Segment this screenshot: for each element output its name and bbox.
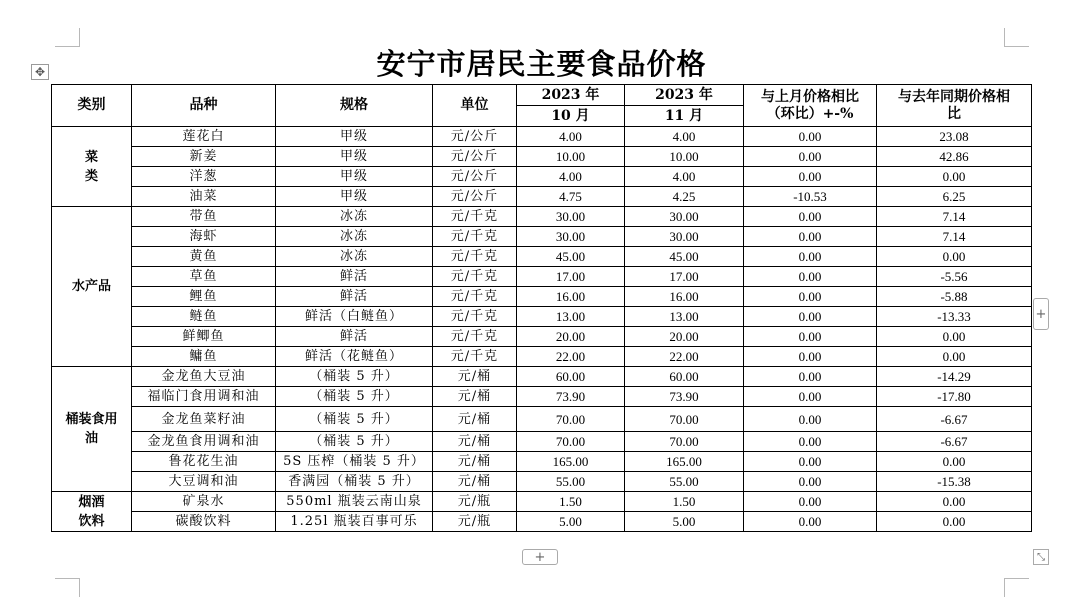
mom-cell: 0.00 xyxy=(744,147,877,167)
mom-cell: 0.00 xyxy=(744,127,877,147)
nov-price-cell: 17.00 xyxy=(625,267,744,287)
yoy-cell: 0.00 xyxy=(877,452,1032,472)
mom-cell: 0.00 xyxy=(744,452,877,472)
add-row-button[interactable]: + xyxy=(522,549,558,565)
header-nov-month: 11 月 xyxy=(625,106,744,127)
yoy-cell: -15.38 xyxy=(877,472,1032,492)
yoy-cell: 6.25 xyxy=(877,187,1032,207)
mom-cell: 0.00 xyxy=(744,267,877,287)
yoy-cell: 7.14 xyxy=(877,207,1032,227)
oct-price-cell: 1.50 xyxy=(517,492,625,512)
variety-cell: 莲花白 xyxy=(132,127,276,147)
table-row xyxy=(52,492,1032,512)
variety-cell: 草鱼 xyxy=(132,267,276,287)
variety-cell: 黄鱼 xyxy=(132,247,276,267)
mom-cell: 0.00 xyxy=(744,227,877,247)
spec-cell: 鲜活 xyxy=(276,327,433,347)
spec-cell: 甲级 xyxy=(276,147,433,167)
nov-price-cell: 55.00 xyxy=(625,472,744,492)
nov-price-cell: 73.90 xyxy=(625,387,744,407)
header-oct-year: 2023 年 xyxy=(517,85,625,106)
page-title: 安宁市居民主要食品价格 xyxy=(376,47,707,81)
unit-cell: 元/公斤 xyxy=(433,147,517,167)
spec-cell: 冰冻 xyxy=(276,207,433,227)
unit-cell: 元/千克 xyxy=(433,287,517,307)
table-row xyxy=(52,347,1032,367)
variety-cell: 洋葱 xyxy=(132,167,276,187)
table-row xyxy=(52,472,1032,492)
nov-price-cell: 60.00 xyxy=(625,367,744,387)
spec-cell: （桶装 5 升） xyxy=(276,407,433,432)
nov-price-cell: 45.00 xyxy=(625,247,744,267)
nov-price-cell: 20.00 xyxy=(625,327,744,347)
oct-price-cell: 4.00 xyxy=(517,167,625,187)
table-row xyxy=(52,267,1032,287)
yoy-cell: 0.00 xyxy=(877,327,1032,347)
mom-cell: 0.00 xyxy=(744,347,877,367)
variety-cell: 福临门食用调和油 xyxy=(132,387,276,407)
table-row xyxy=(52,307,1032,327)
page-corner-mark-top-left xyxy=(55,28,80,47)
header-spec: 规格 xyxy=(276,85,433,127)
mom-cell: 0.00 xyxy=(744,432,877,452)
variety-cell: 带鱼 xyxy=(132,207,276,227)
yoy-cell: 42.86 xyxy=(877,147,1032,167)
oct-price-cell: 16.00 xyxy=(517,287,625,307)
oct-price-cell: 17.00 xyxy=(517,267,625,287)
table-row xyxy=(52,227,1032,247)
variety-cell: 金龙鱼食用调和油 xyxy=(132,432,276,452)
variety-cell: 海虾 xyxy=(132,227,276,247)
header-mom-line1: 与上月价格相比 xyxy=(761,88,859,105)
unit-cell: 元/千克 xyxy=(433,227,517,247)
category-cell-aquatic: 水产品 xyxy=(52,207,132,367)
yoy-cell: 23.08 xyxy=(877,127,1032,147)
table-move-handle-icon[interactable]: ✥ xyxy=(31,64,49,80)
table-row xyxy=(52,367,1032,387)
category-cell-vegetables: 菜 类 xyxy=(52,127,132,207)
nov-price-cell: 5.00 xyxy=(625,512,744,532)
unit-cell: 元/桶 xyxy=(433,367,517,387)
price-table xyxy=(51,84,1032,532)
mom-cell: 0.00 xyxy=(744,472,877,492)
header-yoy-line2: 比 xyxy=(947,105,961,122)
table-row xyxy=(52,207,1032,227)
nov-price-cell: 13.00 xyxy=(625,307,744,327)
category-cell-beverages: 烟酒 饮料 xyxy=(52,492,132,532)
spec-cell: 香满园（桶装 5 升） xyxy=(276,472,433,492)
spec-cell: 鲜活 xyxy=(276,267,433,287)
table-row xyxy=(52,127,1032,147)
unit-cell: 元/瓶 xyxy=(433,492,517,512)
nov-price-cell: 70.00 xyxy=(625,407,744,432)
unit-cell: 元/千克 xyxy=(433,247,517,267)
yoy-cell: -5.88 xyxy=(877,287,1032,307)
page-corner-mark-bottom-right xyxy=(1004,578,1029,597)
nov-price-cell: 4.00 xyxy=(625,127,744,147)
unit-cell: 元/桶 xyxy=(433,452,517,472)
variety-cell: 油菜 xyxy=(132,187,276,207)
nov-price-cell: 30.00 xyxy=(625,207,744,227)
unit-cell: 元/桶 xyxy=(433,387,517,407)
unit-cell: 元/公斤 xyxy=(433,167,517,187)
table-row xyxy=(52,387,1032,407)
table-row xyxy=(52,287,1032,307)
spec-cell: 甲级 xyxy=(276,187,433,207)
unit-cell: 元/公斤 xyxy=(433,187,517,207)
unit-cell: 元/千克 xyxy=(433,207,517,227)
table-row xyxy=(52,327,1032,347)
spec-cell: 550ml 瓶装云南山泉 xyxy=(276,492,433,512)
oct-price-cell: 4.00 xyxy=(517,127,625,147)
table-row xyxy=(52,512,1032,532)
table-resize-handle-icon[interactable]: ⤡ xyxy=(1033,549,1049,565)
table-row xyxy=(52,167,1032,187)
yoy-cell: 0.00 xyxy=(877,347,1032,367)
mom-cell: 0.00 xyxy=(744,307,877,327)
spec-cell: 冰冻 xyxy=(276,247,433,267)
oct-price-cell: 45.00 xyxy=(517,247,625,267)
spec-cell: （桶装 5 升） xyxy=(276,432,433,452)
yoy-cell: -6.67 xyxy=(877,407,1032,432)
variety-cell: 碳酸饮料 xyxy=(132,512,276,532)
header-yoy xyxy=(877,85,1032,127)
variety-cell: 鲜鲫鱼 xyxy=(132,327,276,347)
nov-price-cell: 4.00 xyxy=(625,167,744,187)
header-variety: 品种 xyxy=(132,85,276,127)
unit-cell: 元/千克 xyxy=(433,307,517,327)
mom-cell: -10.53 xyxy=(744,187,877,207)
nov-price-cell: 16.00 xyxy=(625,287,744,307)
header-yoy-line1: 与去年同期价格相 xyxy=(898,88,1010,105)
oct-price-cell: 73.90 xyxy=(517,387,625,407)
variety-cell: 鳙鱼 xyxy=(132,347,276,367)
variety-cell: 金龙鱼菜籽油 xyxy=(132,407,276,432)
variety-cell: 金龙鱼大豆油 xyxy=(132,367,276,387)
variety-cell: 鲁花花生油 xyxy=(132,452,276,472)
mom-cell: 0.00 xyxy=(744,492,877,512)
add-column-button[interactable]: + xyxy=(1033,298,1049,330)
table-row xyxy=(52,452,1032,472)
spec-cell: 甲级 xyxy=(276,127,433,147)
variety-cell: 大豆调和油 xyxy=(132,472,276,492)
table-row xyxy=(52,432,1032,452)
oct-price-cell: 70.00 xyxy=(517,432,625,452)
header-nov-year: 2023 年 xyxy=(625,85,744,106)
page-corner-mark-top-right xyxy=(1004,28,1029,47)
mom-cell: 0.00 xyxy=(744,287,877,307)
table-row xyxy=(52,187,1032,207)
unit-cell: 元/千克 xyxy=(433,347,517,367)
header-category: 类别 xyxy=(52,85,132,127)
oct-price-cell: 5.00 xyxy=(517,512,625,532)
spec-cell: 1.25l 瓶装百事可乐 xyxy=(276,512,433,532)
unit-cell: 元/瓶 xyxy=(433,512,517,532)
table-row xyxy=(52,407,1032,432)
category-cell-cooking-oil: 桶装食用 油 xyxy=(52,367,132,492)
oct-price-cell: 30.00 xyxy=(517,227,625,247)
mom-cell: 0.00 xyxy=(744,247,877,267)
header-mom-line2: （环比）+-% xyxy=(766,105,854,122)
oct-price-cell: 165.00 xyxy=(517,452,625,472)
variety-cell: 新姜 xyxy=(132,147,276,167)
spec-cell: （桶装 5 升） xyxy=(276,387,433,407)
nov-price-cell: 4.25 xyxy=(625,187,744,207)
yoy-cell: 0.00 xyxy=(877,247,1032,267)
yoy-cell: 0.00 xyxy=(877,512,1032,532)
nov-price-cell: 1.50 xyxy=(625,492,744,512)
yoy-cell: 7.14 xyxy=(877,227,1032,247)
header-mom xyxy=(744,85,877,127)
oct-price-cell: 30.00 xyxy=(517,207,625,227)
yoy-cell: -13.33 xyxy=(877,307,1032,327)
nov-price-cell: 70.00 xyxy=(625,432,744,452)
oct-price-cell: 55.00 xyxy=(517,472,625,492)
mom-cell: 0.00 xyxy=(744,207,877,227)
oct-price-cell: 22.00 xyxy=(517,347,625,367)
oct-price-cell: 4.75 xyxy=(517,187,625,207)
mom-cell: 0.00 xyxy=(744,327,877,347)
yoy-cell: -14.29 xyxy=(877,367,1032,387)
spec-cell: （桶装 5 升） xyxy=(276,367,433,387)
spec-cell: 鲜活（白鲢鱼） xyxy=(276,307,433,327)
spec-cell: 5S 压榨（桶装 5 升） xyxy=(276,452,433,472)
mom-cell: 0.00 xyxy=(744,407,877,432)
yoy-cell: -6.67 xyxy=(877,432,1032,452)
nov-price-cell: 10.00 xyxy=(625,147,744,167)
oct-price-cell: 70.00 xyxy=(517,407,625,432)
oct-price-cell: 20.00 xyxy=(517,327,625,347)
oct-price-cell: 60.00 xyxy=(517,367,625,387)
table-row xyxy=(52,147,1032,167)
yoy-cell: 0.00 xyxy=(877,167,1032,187)
header-oct-month: 10 月 xyxy=(517,106,625,127)
yoy-cell: -5.56 xyxy=(877,267,1032,287)
nov-price-cell: 22.00 xyxy=(625,347,744,367)
mom-cell: 0.00 xyxy=(744,167,877,187)
variety-cell: 鲢鱼 xyxy=(132,307,276,327)
oct-price-cell: 13.00 xyxy=(517,307,625,327)
table-row xyxy=(52,247,1032,267)
unit-cell: 元/公斤 xyxy=(433,127,517,147)
page-corner-mark-bottom-left xyxy=(55,578,80,597)
spec-cell: 鲜活（花鲢鱼） xyxy=(276,347,433,367)
spec-cell: 冰冻 xyxy=(276,227,433,247)
variety-cell: 鲤鱼 xyxy=(132,287,276,307)
oct-price-cell: 10.00 xyxy=(517,147,625,167)
nov-price-cell: 30.00 xyxy=(625,227,744,247)
mom-cell: 0.00 xyxy=(744,367,877,387)
header-unit: 单位 xyxy=(433,85,517,127)
unit-cell: 元/桶 xyxy=(433,432,517,452)
yoy-cell: -17.80 xyxy=(877,387,1032,407)
spec-cell: 鲜活 xyxy=(276,287,433,307)
mom-cell: 0.00 xyxy=(744,512,877,532)
nov-price-cell: 165.00 xyxy=(625,452,744,472)
yoy-cell: 0.00 xyxy=(877,492,1032,512)
mom-cell: 0.00 xyxy=(744,387,877,407)
unit-cell: 元/桶 xyxy=(433,472,517,492)
unit-cell: 元/千克 xyxy=(433,267,517,287)
unit-cell: 元/桶 xyxy=(433,407,517,432)
variety-cell: 矿泉水 xyxy=(132,492,276,512)
spec-cell: 甲级 xyxy=(276,167,433,187)
unit-cell: 元/千克 xyxy=(433,327,517,347)
